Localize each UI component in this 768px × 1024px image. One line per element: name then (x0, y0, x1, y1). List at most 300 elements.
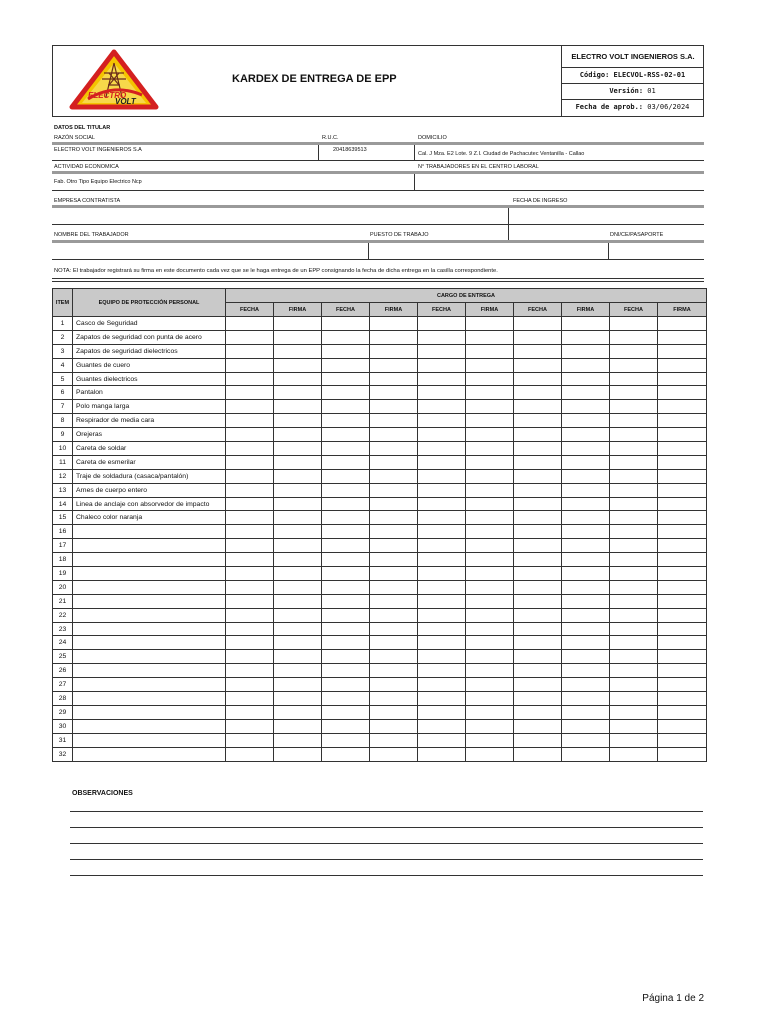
fecha-cell[interactable] (514, 372, 562, 386)
observaciones-line[interactable] (70, 811, 703, 812)
fecha-cell[interactable] (514, 747, 562, 761)
fecha-cell[interactable] (226, 455, 274, 469)
firma-cell[interactable] (370, 733, 418, 747)
firma-cell[interactable] (370, 692, 418, 706)
fecha-cell[interactable] (418, 442, 466, 456)
fecha-cell[interactable] (226, 497, 274, 511)
firma-cell[interactable] (562, 580, 610, 594)
firma-cell[interactable] (466, 483, 514, 497)
fecha-cell[interactable] (514, 511, 562, 525)
fecha-cell[interactable] (610, 400, 658, 414)
fecha-cell[interactable] (610, 650, 658, 664)
fecha-cell[interactable] (322, 733, 370, 747)
fecha-cell[interactable] (514, 525, 562, 539)
fecha-cell[interactable] (418, 344, 466, 358)
fecha-cell[interactable] (610, 483, 658, 497)
fecha-cell[interactable] (322, 386, 370, 400)
firma-cell[interactable] (658, 414, 707, 428)
firma-cell[interactable] (658, 650, 707, 664)
fecha-cell[interactable] (322, 719, 370, 733)
fecha-cell[interactable] (418, 567, 466, 581)
fecha-cell[interactable] (226, 733, 274, 747)
firma-cell[interactable] (658, 553, 707, 567)
firma-cell[interactable] (658, 386, 707, 400)
fecha-cell[interactable] (610, 414, 658, 428)
firma-cell[interactable] (562, 733, 610, 747)
firma-cell[interactable] (274, 525, 322, 539)
fecha-cell[interactable] (322, 330, 370, 344)
firma-cell[interactable] (658, 428, 707, 442)
fecha-cell[interactable] (610, 372, 658, 386)
fecha-cell[interactable] (226, 317, 274, 331)
firma-cell[interactable] (274, 511, 322, 525)
firma-cell[interactable] (658, 733, 707, 747)
fecha-cell[interactable] (514, 386, 562, 400)
fecha-cell[interactable] (226, 636, 274, 650)
firma-cell[interactable] (370, 428, 418, 442)
fecha-cell[interactable] (322, 580, 370, 594)
fecha-cell[interactable] (322, 594, 370, 608)
fecha-cell[interactable] (226, 539, 274, 553)
fecha-cell[interactable] (418, 664, 466, 678)
fecha-cell[interactable] (418, 511, 466, 525)
firma-cell[interactable] (370, 483, 418, 497)
firma-cell[interactable] (466, 636, 514, 650)
fecha-cell[interactable] (322, 372, 370, 386)
fecha-cell[interactable] (514, 414, 562, 428)
fecha-cell[interactable] (610, 692, 658, 706)
firma-cell[interactable] (562, 372, 610, 386)
fecha-cell[interactable] (418, 386, 466, 400)
fecha-cell[interactable] (418, 594, 466, 608)
fecha-cell[interactable] (226, 442, 274, 456)
fecha-cell[interactable] (226, 400, 274, 414)
fecha-cell[interactable] (418, 400, 466, 414)
firma-cell[interactable] (658, 372, 707, 386)
firma-cell[interactable] (370, 511, 418, 525)
firma-cell[interactable] (562, 400, 610, 414)
firma-cell[interactable] (466, 553, 514, 567)
fecha-cell[interactable] (514, 483, 562, 497)
firma-cell[interactable] (658, 511, 707, 525)
firma-cell[interactable] (562, 525, 610, 539)
firma-cell[interactable] (466, 428, 514, 442)
fecha-cell[interactable] (322, 650, 370, 664)
fecha-cell[interactable] (418, 455, 466, 469)
firma-cell[interactable] (658, 692, 707, 706)
fecha-cell[interactable] (610, 455, 658, 469)
fecha-cell[interactable] (514, 330, 562, 344)
firma-cell[interactable] (562, 608, 610, 622)
firma-cell[interactable] (370, 344, 418, 358)
firma-cell[interactable] (274, 747, 322, 761)
firma-cell[interactable] (274, 317, 322, 331)
firma-cell[interactable] (562, 678, 610, 692)
firma-cell[interactable] (466, 580, 514, 594)
fecha-cell[interactable] (514, 705, 562, 719)
fecha-cell[interactable] (610, 705, 658, 719)
fecha-cell[interactable] (322, 636, 370, 650)
firma-cell[interactable] (274, 650, 322, 664)
firma-cell[interactable] (466, 386, 514, 400)
fecha-cell[interactable] (226, 650, 274, 664)
observaciones-line[interactable] (70, 827, 703, 828)
fecha-cell[interactable] (322, 317, 370, 331)
fecha-cell[interactable] (418, 483, 466, 497)
fecha-cell[interactable] (514, 428, 562, 442)
fecha-cell[interactable] (418, 497, 466, 511)
fecha-cell[interactable] (610, 608, 658, 622)
firma-cell[interactable] (562, 344, 610, 358)
firma-cell[interactable] (658, 622, 707, 636)
fecha-cell[interactable] (322, 705, 370, 719)
fecha-cell[interactable] (226, 344, 274, 358)
fecha-cell[interactable] (418, 692, 466, 706)
firma-cell[interactable] (466, 747, 514, 761)
fecha-cell[interactable] (610, 525, 658, 539)
fecha-cell[interactable] (610, 539, 658, 553)
fecha-cell[interactable] (514, 358, 562, 372)
fecha-cell[interactable] (514, 608, 562, 622)
fecha-cell[interactable] (226, 372, 274, 386)
fecha-cell[interactable] (226, 608, 274, 622)
firma-cell[interactable] (466, 442, 514, 456)
firma-cell[interactable] (562, 358, 610, 372)
firma-cell[interactable] (370, 705, 418, 719)
fecha-cell[interactable] (514, 692, 562, 706)
fecha-cell[interactable] (610, 330, 658, 344)
fecha-cell[interactable] (226, 414, 274, 428)
fecha-cell[interactable] (418, 317, 466, 331)
firma-cell[interactable] (370, 678, 418, 692)
firma-cell[interactable] (658, 317, 707, 331)
observaciones-line[interactable] (70, 875, 703, 876)
firma-cell[interactable] (370, 372, 418, 386)
fecha-cell[interactable] (322, 539, 370, 553)
firma-cell[interactable] (466, 650, 514, 664)
firma-cell[interactable] (562, 636, 610, 650)
fecha-cell[interactable] (226, 580, 274, 594)
fecha-cell[interactable] (514, 636, 562, 650)
fecha-cell[interactable] (610, 553, 658, 567)
fecha-cell[interactable] (418, 358, 466, 372)
firma-cell[interactable] (658, 580, 707, 594)
firma-cell[interactable] (466, 400, 514, 414)
firma-cell[interactable] (658, 678, 707, 692)
firma-cell[interactable] (466, 622, 514, 636)
fecha-cell[interactable] (322, 483, 370, 497)
firma-cell[interactable] (658, 705, 707, 719)
fecha-cell[interactable] (322, 400, 370, 414)
firma-cell[interactable] (466, 455, 514, 469)
fecha-cell[interactable] (322, 455, 370, 469)
fecha-cell[interactable] (418, 539, 466, 553)
firma-cell[interactable] (370, 317, 418, 331)
fecha-cell[interactable] (610, 636, 658, 650)
firma-cell[interactable] (370, 525, 418, 539)
fecha-cell[interactable] (610, 358, 658, 372)
firma-cell[interactable] (562, 497, 610, 511)
fecha-cell[interactable] (610, 497, 658, 511)
firma-cell[interactable] (370, 622, 418, 636)
firma-cell[interactable] (562, 594, 610, 608)
firma-cell[interactable] (370, 594, 418, 608)
firma-cell[interactable] (562, 317, 610, 331)
firma-cell[interactable] (466, 414, 514, 428)
fecha-cell[interactable] (322, 747, 370, 761)
firma-cell[interactable] (274, 622, 322, 636)
firma-cell[interactable] (274, 497, 322, 511)
fecha-cell[interactable] (610, 386, 658, 400)
firma-cell[interactable] (370, 747, 418, 761)
firma-cell[interactable] (466, 594, 514, 608)
firma-cell[interactable] (274, 567, 322, 581)
firma-cell[interactable] (562, 511, 610, 525)
fecha-cell[interactable] (226, 358, 274, 372)
firma-cell[interactable] (274, 483, 322, 497)
firma-cell[interactable] (274, 678, 322, 692)
firma-cell[interactable] (658, 664, 707, 678)
fecha-cell[interactable] (610, 678, 658, 692)
firma-cell[interactable] (274, 636, 322, 650)
fecha-cell[interactable] (418, 469, 466, 483)
firma-cell[interactable] (466, 525, 514, 539)
firma-cell[interactable] (562, 469, 610, 483)
firma-cell[interactable] (274, 358, 322, 372)
firma-cell[interactable] (370, 567, 418, 581)
fecha-cell[interactable] (610, 344, 658, 358)
firma-cell[interactable] (562, 455, 610, 469)
fecha-cell[interactable] (226, 469, 274, 483)
firma-cell[interactable] (562, 622, 610, 636)
firma-cell[interactable] (562, 747, 610, 761)
firma-cell[interactable] (658, 594, 707, 608)
fecha-cell[interactable] (226, 483, 274, 497)
fecha-cell[interactable] (322, 428, 370, 442)
firma-cell[interactable] (658, 719, 707, 733)
fecha-cell[interactable] (610, 511, 658, 525)
fecha-cell[interactable] (322, 622, 370, 636)
fecha-cell[interactable] (418, 636, 466, 650)
firma-cell[interactable] (370, 469, 418, 483)
firma-cell[interactable] (370, 650, 418, 664)
fecha-cell[interactable] (226, 567, 274, 581)
fecha-cell[interactable] (226, 525, 274, 539)
firma-cell[interactable] (466, 567, 514, 581)
fecha-cell[interactable] (610, 747, 658, 761)
fecha-cell[interactable] (418, 553, 466, 567)
firma-cell[interactable] (466, 705, 514, 719)
fecha-cell[interactable] (514, 317, 562, 331)
firma-cell[interactable] (370, 664, 418, 678)
firma-cell[interactable] (466, 469, 514, 483)
firma-cell[interactable] (658, 636, 707, 650)
fecha-cell[interactable] (226, 719, 274, 733)
firma-cell[interactable] (274, 539, 322, 553)
firma-cell[interactable] (370, 400, 418, 414)
firma-cell[interactable] (370, 636, 418, 650)
fecha-cell[interactable] (514, 719, 562, 733)
firma-cell[interactable] (274, 386, 322, 400)
firma-cell[interactable] (274, 580, 322, 594)
fecha-cell[interactable] (226, 622, 274, 636)
firma-cell[interactable] (274, 733, 322, 747)
firma-cell[interactable] (370, 414, 418, 428)
firma-cell[interactable] (562, 567, 610, 581)
firma-cell[interactable] (466, 317, 514, 331)
fecha-cell[interactable] (226, 664, 274, 678)
firma-cell[interactable] (370, 330, 418, 344)
firma-cell[interactable] (562, 553, 610, 567)
fecha-cell[interactable] (514, 664, 562, 678)
fecha-cell[interactable] (322, 511, 370, 525)
fecha-cell[interactable] (514, 469, 562, 483)
fecha-cell[interactable] (610, 317, 658, 331)
firma-cell[interactable] (370, 608, 418, 622)
firma-cell[interactable] (658, 455, 707, 469)
firma-cell[interactable] (466, 511, 514, 525)
firma-cell[interactable] (562, 705, 610, 719)
firma-cell[interactable] (370, 539, 418, 553)
firma-cell[interactable] (658, 400, 707, 414)
fecha-cell[interactable] (418, 705, 466, 719)
fecha-cell[interactable] (418, 608, 466, 622)
firma-cell[interactable] (466, 678, 514, 692)
firma-cell[interactable] (274, 455, 322, 469)
firma-cell[interactable] (370, 580, 418, 594)
fecha-cell[interactable] (418, 678, 466, 692)
firma-cell[interactable] (466, 358, 514, 372)
fecha-cell[interactable] (322, 344, 370, 358)
fecha-cell[interactable] (322, 608, 370, 622)
fecha-cell[interactable] (514, 400, 562, 414)
firma-cell[interactable] (466, 608, 514, 622)
firma-cell[interactable] (562, 414, 610, 428)
observaciones-line[interactable] (70, 859, 703, 860)
fecha-cell[interactable] (226, 386, 274, 400)
fecha-cell[interactable] (226, 747, 274, 761)
fecha-cell[interactable] (514, 650, 562, 664)
fecha-cell[interactable] (514, 455, 562, 469)
fecha-cell[interactable] (514, 594, 562, 608)
firma-cell[interactable] (658, 358, 707, 372)
fecha-cell[interactable] (226, 553, 274, 567)
fecha-cell[interactable] (418, 580, 466, 594)
fecha-cell[interactable] (610, 719, 658, 733)
firma-cell[interactable] (466, 733, 514, 747)
fecha-cell[interactable] (418, 372, 466, 386)
firma-cell[interactable] (562, 386, 610, 400)
fecha-cell[interactable] (514, 678, 562, 692)
firma-cell[interactable] (370, 553, 418, 567)
firma-cell[interactable] (658, 608, 707, 622)
firma-cell[interactable] (274, 594, 322, 608)
firma-cell[interactable] (370, 442, 418, 456)
fecha-cell[interactable] (322, 358, 370, 372)
fecha-cell[interactable] (610, 733, 658, 747)
fecha-cell[interactable] (226, 428, 274, 442)
firma-cell[interactable] (370, 719, 418, 733)
fecha-cell[interactable] (226, 692, 274, 706)
fecha-cell[interactable] (418, 330, 466, 344)
firma-cell[interactable] (274, 428, 322, 442)
firma-cell[interactable] (466, 330, 514, 344)
firma-cell[interactable] (562, 719, 610, 733)
firma-cell[interactable] (370, 386, 418, 400)
firma-cell[interactable] (466, 344, 514, 358)
firma-cell[interactable] (274, 372, 322, 386)
firma-cell[interactable] (274, 719, 322, 733)
firma-cell[interactable] (658, 469, 707, 483)
fecha-cell[interactable] (610, 469, 658, 483)
firma-cell[interactable] (658, 483, 707, 497)
fecha-cell[interactable] (226, 594, 274, 608)
firma-cell[interactable] (274, 442, 322, 456)
firma-cell[interactable] (274, 553, 322, 567)
fecha-cell[interactable] (322, 442, 370, 456)
fecha-cell[interactable] (418, 733, 466, 747)
firma-cell[interactable] (658, 525, 707, 539)
observaciones-line[interactable] (70, 843, 703, 844)
firma-cell[interactable] (466, 539, 514, 553)
fecha-cell[interactable] (514, 553, 562, 567)
firma-cell[interactable] (658, 330, 707, 344)
fecha-cell[interactable] (610, 594, 658, 608)
firma-cell[interactable] (562, 664, 610, 678)
firma-cell[interactable] (658, 344, 707, 358)
firma-cell[interactable] (274, 344, 322, 358)
fecha-cell[interactable] (610, 664, 658, 678)
fecha-cell[interactable] (514, 567, 562, 581)
fecha-cell[interactable] (322, 678, 370, 692)
fecha-cell[interactable] (418, 650, 466, 664)
firma-cell[interactable] (274, 400, 322, 414)
firma-cell[interactable] (562, 428, 610, 442)
firma-cell[interactable] (562, 483, 610, 497)
fecha-cell[interactable] (418, 525, 466, 539)
firma-cell[interactable] (658, 567, 707, 581)
firma-cell[interactable] (562, 330, 610, 344)
fecha-cell[interactable] (610, 580, 658, 594)
fecha-cell[interactable] (514, 539, 562, 553)
fecha-cell[interactable] (226, 678, 274, 692)
firma-cell[interactable] (562, 650, 610, 664)
fecha-cell[interactable] (514, 622, 562, 636)
fecha-cell[interactable] (514, 344, 562, 358)
fecha-cell[interactable] (322, 567, 370, 581)
firma-cell[interactable] (370, 358, 418, 372)
firma-cell[interactable] (562, 442, 610, 456)
fecha-cell[interactable] (418, 428, 466, 442)
fecha-cell[interactable] (514, 442, 562, 456)
fecha-cell[interactable] (514, 733, 562, 747)
firma-cell[interactable] (562, 539, 610, 553)
fecha-cell[interactable] (322, 692, 370, 706)
fecha-cell[interactable] (418, 719, 466, 733)
firma-cell[interactable] (658, 442, 707, 456)
fecha-cell[interactable] (418, 414, 466, 428)
firma-cell[interactable] (466, 372, 514, 386)
fecha-cell[interactable] (322, 469, 370, 483)
fecha-cell[interactable] (610, 622, 658, 636)
fecha-cell[interactable] (514, 497, 562, 511)
firma-cell[interactable] (466, 719, 514, 733)
fecha-cell[interactable] (322, 525, 370, 539)
firma-cell[interactable] (658, 539, 707, 553)
firma-cell[interactable] (274, 664, 322, 678)
firma-cell[interactable] (658, 747, 707, 761)
fecha-cell[interactable] (610, 567, 658, 581)
